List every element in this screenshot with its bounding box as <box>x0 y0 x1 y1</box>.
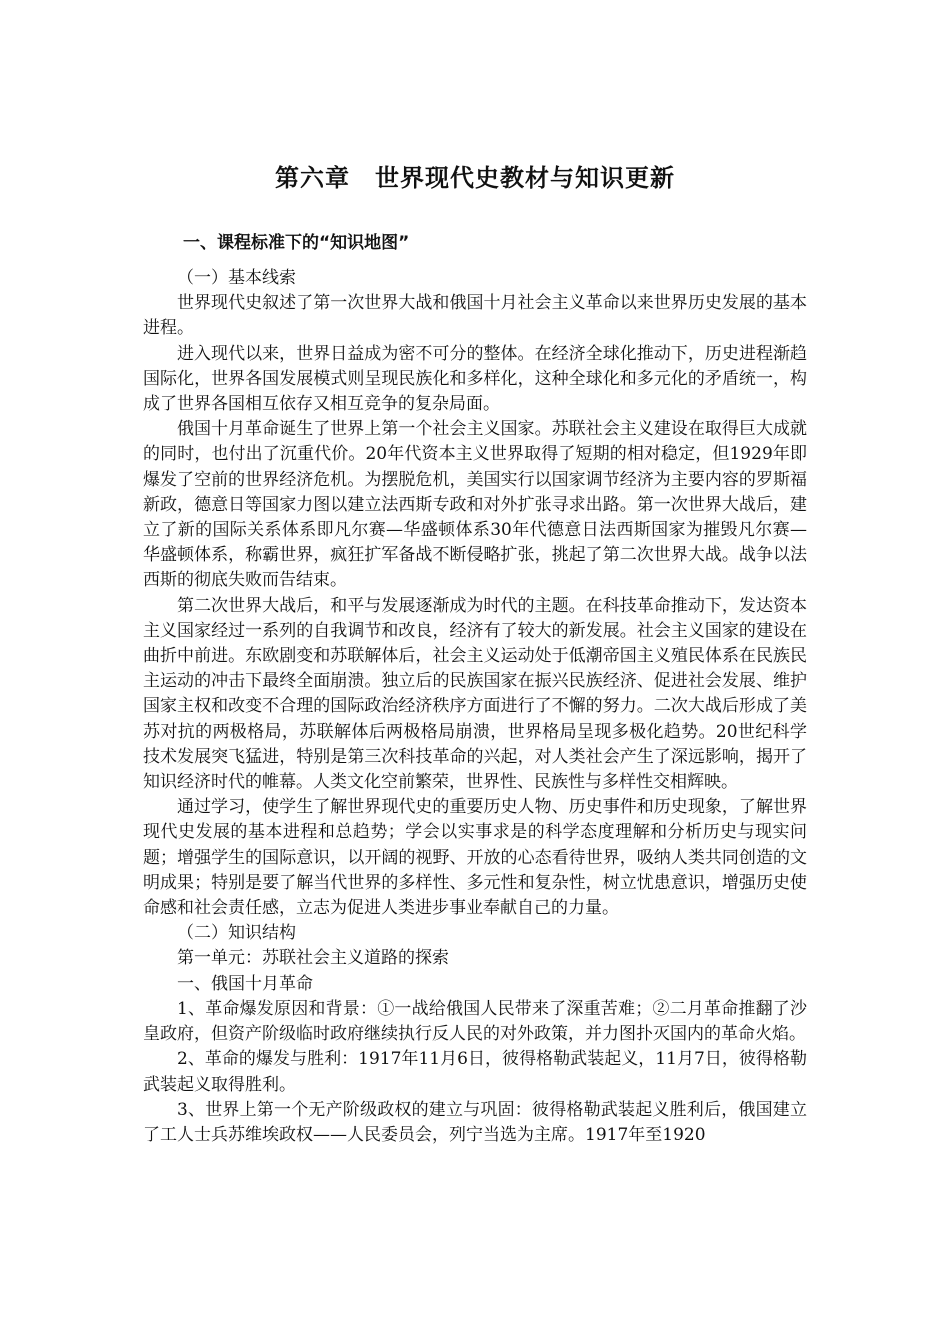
subheading-basic-clues: （一）基本线索 <box>177 268 296 288</box>
paragraph: 通过学习，使学生了解世界现代史的重要历史人物、历史事件和历史现象，了解世界现代史发展的基本进程和总趋势；学会以实事求是的科学态度理解和分析历史与现实问题；增强学生的国际意识，以开阔的视野、开放的心态看待世界，吸纳人类共同创造的文明成果；特别是要了解当代世界的多样性、多元性和复杂性，树立忧患意识，增强历史使命感和社会责任感，立志为促进人类进步事业奉献自己的力量。 <box>143 797 807 919</box>
subheading-knowledge-structure: （二）知识结构 <box>177 923 296 944</box>
document-body <box>143 266 807 1148</box>
paragraph: 世界现代史叙述了第一次世界大战和俄国十月社会主义革命以来世界历史发展的基本进程。 <box>143 293 807 339</box>
paragraph: 1、革命爆发原因和背景：①一战给俄国人民带来了深重苦难；②二月革命推翻了沙皇政府，但资产阶级临时政府继续执行反人民的对外政策，并力图扑灭国内的革命火焰。 <box>143 998 807 1045</box>
unit-heading: 第一单元：苏联社会主义道路的探索 <box>177 948 449 969</box>
lesson-heading: 一、俄国十月革命 <box>177 973 313 994</box>
paragraph: 3、世界上第一个无产阶级政权的建立与巩固：彼得格勒武装起义胜利后，俄国建立了工人士兵苏维埃政权——人民委员会，列宁当选为主席。1917年至1920 <box>143 1099 807 1145</box>
paragraph: 进入现代以来，世界日益成为密不可分的整体。在经济全球化推动下，历史进程渐趋国际化，世界各国发展模式则呈现民族化和多样化，这种全球化和多元化的矛盾统一，构成了世界各国相互依存又相互竞争的复杂局面。 <box>143 343 807 415</box>
paragraph: 俄国十月革命诞生了世界上第一个社会主义国家。苏联社会主义建设在取得巨大成就的同时，也付出了沉重代价。20年代资本主义世界取得了短期的相对稳定，但1929年即爆发了空前的世界经济危机。为摆脱危机，美国实行以国家调节经济为主要内容的罗斯福新政，德意日等国家力图以建立法西斯专政和对外扩张寻求出路。第一次世界大战后，建立了新的国际关系体系即凡尔赛—华盛顿体系30年代德意日法西斯国家为摧毁凡尔赛—华盛顿体系，称霸世界，疯狂扩军备战不断侵略扩张，挑起了第二次世界大战。战争以法西斯的彻底失败而告结束。 <box>143 419 807 591</box>
paragraph: 第二次世界大战后，和平与发展逐渐成为时代的主题。在科技革命推动下，发达资本主义国家经过一系列的自我调节和改良，经济有了较大的新发展。社会主义国家的建设在曲折中前进。东欧剧变和苏联解体后，社会主义运动处于低潮帝国主义殖民体系在民族民主运动的冲击下最终全面崩溃。独立后的民族国家在振兴民族经济、促进社会发展、维护国家主权和改变不合理的国际政治经济秩序方面进行了不懈的努力。二次大战后形成了美苏对抗的两极格局，苏联解体后两极格局崩溃，世界格局呈现多极化趋势。20世纪科学技术发展突飞猛进，特别是第三次科技革命的兴起，对人类社会产生了深远影响，揭开了知识经济时代的帷幕。人类文化空前繁荣，世界性、民族性与多样性交相辉映。 <box>143 595 807 793</box>
chapter-title: 第六章 世界现代史教材与知识更新 <box>275 164 675 192</box>
section-heading: 一、课程标准下的“知识地图” <box>183 233 410 253</box>
paragraph: 2、革命的爆发与胜利：1917年11月6日，彼得格勒武装起义，11月7日，彼得格勒武装起义取得胜利。 <box>143 1049 807 1095</box>
